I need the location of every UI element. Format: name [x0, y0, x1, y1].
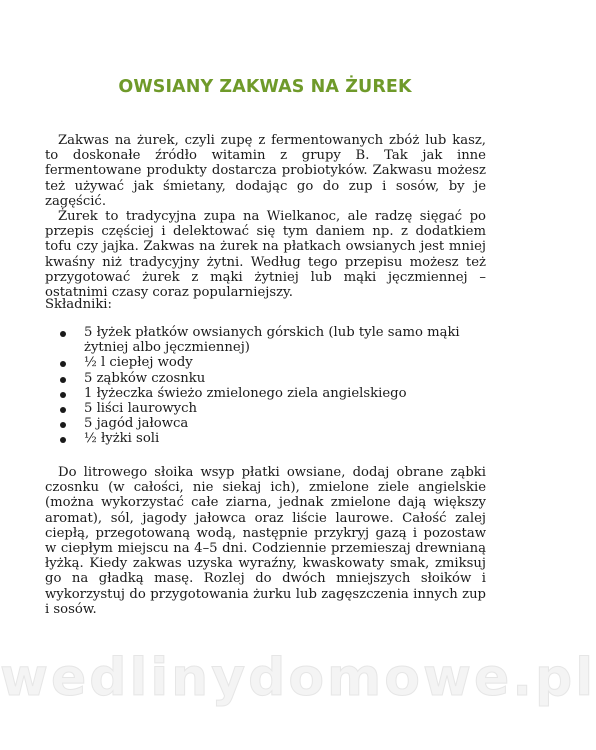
- bullet-icon: [60, 437, 66, 443]
- list-item-text: ½ łyżki soli: [84, 431, 160, 447]
- bullet-icon: [60, 392, 66, 398]
- list-item: [55, 355, 487, 370]
- bullet-icon: [60, 377, 66, 383]
- intro-section: [45, 133, 486, 300]
- list-item: [55, 431, 487, 446]
- intro-paragraph: Zakwas na żurek, czyli zupę z fermentowanych zbóż lub kasz, to doskonałe źródło witamin z grupy B. Tak jak inne fermentowane produkty dostarcza probiotyków. Zakwasu możesz też używać jak śmietany, dodając go do zup i sosów, by je zagęścić.: [45, 133, 486, 209]
- list-item-text: 1 łyżeczka świeżo zmielonego ziela angielskiego: [84, 385, 407, 401]
- list-item-text: 5 łyżek płatków owsianych górskich (lub tyle samo mąki żytniej albo jęczmiennej): [84, 325, 460, 356]
- ingredients-heading: Składniki:: [45, 297, 112, 312]
- list-item-text: 5 liści laurowych: [84, 401, 198, 417]
- bullet-icon: [60, 407, 66, 413]
- bullet-icon: [60, 361, 66, 367]
- list-item-text: ½ l ciepłej wody: [84, 355, 193, 371]
- watermark: wedlinydomowe.pl: [0, 648, 596, 708]
- page-title: OWSIANY ZAKWAS NA ŻUREK: [118, 77, 412, 97]
- intro-paragraph: Żurek to tradycyjna zupa na Wielkanoc, ale radzę sięgać po przepis częściej i delektować się tym daniem np. z dodatkiem tofu czy jajka. Zakwas na żurek na płatkach owsianych jest mniej kwaśny niż tradycyjny żytni. Według tego przepisu możesz też przygotować żurek z mąki żytniej lub mąki jęczmiennej – ostatnimi czasy coraz popularniejszy.: [45, 209, 486, 301]
- list-item: [55, 371, 487, 386]
- method-section: [45, 465, 486, 617]
- list-item: [55, 386, 487, 401]
- list-item-text: 5 jagód jałowca: [84, 416, 189, 432]
- ingredients-list: [55, 325, 487, 447]
- list-item-text: 5 ząbków czosnku: [84, 370, 206, 386]
- list-item: [55, 401, 487, 416]
- list-item: [55, 416, 487, 431]
- method-paragraph: Do litrowego słoika wsyp płatki owsiane, dodaj obrane ząbki czosnku (w całości, nie siekaj ich), zmielone ziele angielskie (można wykorzystać całe ziarna, jednak zmielone dają większy aromat), sól, jagody jałowca oraz liście laurowe. Całość zalej ciepłą, przegotowaną wodą, następnie przykryj gazą i pozostaw w ciepłym miejscu na 4–5 dni. Codziennie przemieszaj drewnianą łyżką. Kiedy zakwas uzyska wyraźny, kwaskowaty smak, zmiksuj go na gładką masę. Rozlej do dwóch mniejszych słoików i wykorzystuj do przygotowania żurku lub zagęszczenia innych zup i sosów.: [45, 465, 486, 617]
- list-item: [55, 325, 487, 355]
- bullet-icon: [60, 422, 66, 428]
- bullet-icon: [60, 331, 66, 337]
